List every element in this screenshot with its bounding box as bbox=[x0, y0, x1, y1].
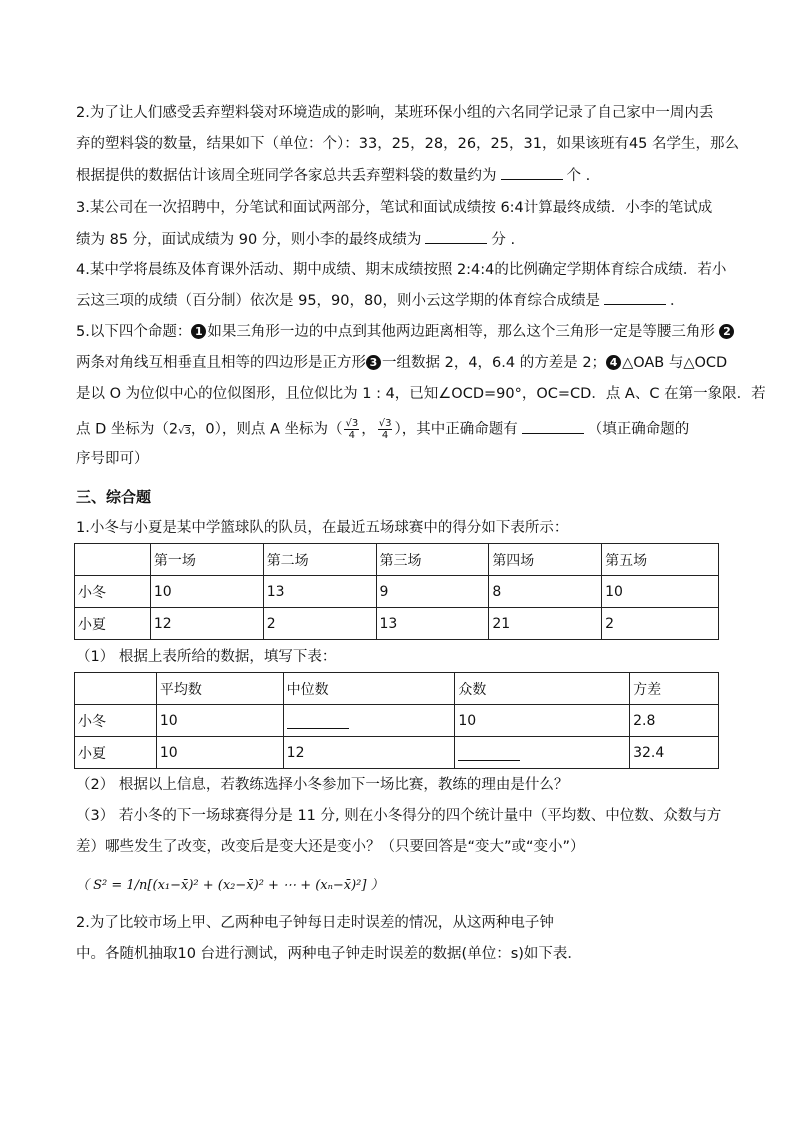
stats-table-header-cell: 方差 bbox=[630, 673, 719, 705]
score-table-cell: 小冬 bbox=[75, 576, 151, 608]
q3-line1: 3.某公司在一次招聘中，分笔试和面试两部分，笔试和面试成绩按 6:4计算最终成绩．小李的笔试成 bbox=[76, 200, 713, 216]
score-table bbox=[74, 543, 719, 640]
c1-sub3-line2: 差）哪些发生了改变，改变后是变大还是变小？（只要回答是“变大”或“变小”） bbox=[76, 839, 585, 855]
fraction-x bbox=[344, 418, 359, 441]
stats-table-cell: 小冬 bbox=[75, 705, 157, 737]
fraction-x-den: 4 bbox=[348, 430, 356, 441]
q5-proposition-1: 如果三角形一边的中点到其他两边距离相等，那么这个三角形一定是等腰三角形 bbox=[207, 324, 715, 340]
q5-line4-mid: ，0），则点 A 坐标为（ bbox=[190, 421, 343, 438]
q5-line4-text: 点 D 坐标为（2 bbox=[76, 421, 179, 438]
score-table-header-cell: 第五场 bbox=[602, 544, 719, 576]
stats-table-header-cell: 中位数 bbox=[283, 673, 455, 705]
circled-number-2: 2 bbox=[719, 324, 734, 339]
stats-table-cell: 10 bbox=[156, 737, 283, 769]
q2-line2: 弃的塑料袋的数量，结果如下（单位：个）：33，25，28，26，25，31，如果该班有45 名学生，那么 bbox=[76, 136, 740, 152]
c1-sub2: （2） 根据以上信息，若教练选择小冬参加下一场比赛，教练的理由是什么？ bbox=[76, 777, 569, 793]
stats-table-cell: 2.8 bbox=[630, 705, 719, 737]
q4-line2 bbox=[76, 290, 726, 311]
q2-line3-unit: 个 . bbox=[566, 168, 591, 184]
fraction-y-den: 4 bbox=[381, 430, 389, 441]
q3-answer-blank[interactable] bbox=[425, 229, 487, 244]
stats-table-cell-median bbox=[283, 705, 455, 737]
score-table-row bbox=[75, 576, 719, 608]
score-table-cell: 13 bbox=[263, 576, 376, 608]
q5-line5: 序号即可） bbox=[76, 451, 149, 467]
score-table-cell: 12 bbox=[150, 608, 263, 640]
score-table-header-cell: 第三场 bbox=[376, 544, 489, 576]
q5-line2 bbox=[76, 353, 726, 373]
q5-line4-comma: ， bbox=[361, 421, 376, 438]
fraction-x-num: √3 bbox=[345, 418, 359, 429]
q5-line4-tail: ），其中正确命题有 bbox=[394, 421, 518, 438]
score-table-cell: 2 bbox=[602, 608, 719, 640]
c2-line2: 中。各随机抽取10 台进行测试，两种电子钟走时误差的数据(单位：s)如下表． bbox=[76, 946, 582, 962]
score-table-cell: 8 bbox=[489, 576, 602, 608]
q2-answer-blank[interactable] bbox=[501, 165, 563, 180]
stats-table-header-cell: 平均数 bbox=[156, 673, 283, 705]
stats-table-cell: 32.4 bbox=[630, 737, 719, 769]
q3-line2-unit: 分 . bbox=[491, 232, 516, 248]
score-table-cell: 10 bbox=[602, 576, 719, 608]
circled-number-4: 4 bbox=[606, 355, 621, 370]
score-table-cell: 10 bbox=[150, 576, 263, 608]
q2-line3 bbox=[76, 165, 726, 186]
q4-line2-text: 云这三项的成绩（百分制）依次是 95，90，80，则小云这学期的体育综合成绩是 bbox=[76, 293, 600, 309]
stats-table-cell: 10 bbox=[156, 705, 283, 737]
stats-table-row bbox=[75, 705, 719, 737]
stats-table-cell: 小夏 bbox=[75, 737, 157, 769]
score-table-cell: 13 bbox=[376, 608, 489, 640]
c1-sub1: （1） 根据上表所给的数据，填写下表： bbox=[76, 649, 337, 665]
q4-answer-blank[interactable] bbox=[604, 290, 666, 305]
circled-number-3: 3 bbox=[366, 355, 381, 370]
stats-table bbox=[74, 672, 719, 769]
mode-answer-blank[interactable] bbox=[458, 746, 520, 761]
median-answer-blank[interactable] bbox=[287, 714, 349, 729]
stats-table-header-row bbox=[75, 673, 719, 705]
circled-number-1: 1 bbox=[191, 324, 206, 339]
sqrt-symbol: √3 bbox=[178, 425, 191, 437]
q5-proposition-2: 两条对角线互相垂直且相等的四边形是正方形 bbox=[76, 355, 366, 371]
q3-line2-text: 绩为 85 分，面试成绩为 90 分，则小李的最终成绩为 bbox=[76, 232, 422, 248]
stats-table-cell: 10 bbox=[455, 705, 630, 737]
q5-line1-text: 5.以下四个命题： bbox=[76, 324, 192, 340]
score-table-row bbox=[75, 608, 719, 640]
fraction-y-num: √3 bbox=[378, 418, 392, 429]
score-table-header-cell: 第一场 bbox=[150, 544, 263, 576]
variance-formula: （ S² = 1/n[(x₁−x̄)² + (x₂−x̄)² + ⋯ + (xₙ−x̄)²] ） bbox=[76, 878, 384, 893]
score-table-cell: 2 bbox=[263, 608, 376, 640]
section-heading: 三、综合题 bbox=[76, 488, 152, 506]
score-table-cell: 21 bbox=[489, 608, 602, 640]
q5-line4 bbox=[76, 418, 726, 442]
q5-answer-blank[interactable] bbox=[522, 419, 584, 434]
q3-line2 bbox=[76, 229, 726, 250]
stats-table-row bbox=[75, 737, 719, 769]
sqrt-radicand: 3 bbox=[184, 425, 191, 437]
q5-proposition-4-start: △OAB 与△OCD bbox=[622, 355, 728, 371]
score-table-header-cell: 第二场 bbox=[263, 544, 376, 576]
q5-line4-hint: （填正确命题的 bbox=[587, 421, 690, 438]
q4-line1: 4.某中学将晨练及体育课外活动、期中成绩、期末成绩按照 2:4:4的比例确定学期体育综合成绩．若小 bbox=[76, 262, 727, 278]
stats-table-cell-mode bbox=[455, 737, 630, 769]
q2-line3-text: 根据提供的数据估计该周全班同学各家总共丢弃塑料袋的数量约为 bbox=[76, 168, 497, 184]
q2-line1: 2.为了让人们感受丢弃塑料袋对环境造成的影响，某班环保小组的六名同学记录了自己家中一周内丢 bbox=[76, 105, 714, 121]
stats-table-header-cell bbox=[75, 673, 157, 705]
c1-sub3-line1: （3） 若小冬的下一场球赛得分是 11 分, 则在小冬得分的四个统计量中（平均数、中位数、众数与方 bbox=[76, 808, 722, 824]
q4-line2-end: ． bbox=[669, 293, 685, 309]
stats-table-cell: 12 bbox=[283, 737, 455, 769]
q5-line1 bbox=[76, 322, 731, 342]
score-table-header-cell: 第四场 bbox=[489, 544, 602, 576]
c2-line1: 2.为了比较市场上甲、乙两种电子钟每日走时误差的情况，从这两种电子钟 bbox=[76, 915, 554, 931]
q5-line3: 是以 O 为位似中心的位似图形，且位似比为 1 : 4，已知∠OCD=90°，OC=CD．点 A、C 在第一象限．若 bbox=[76, 386, 766, 402]
stats-table-header-cell: 众数 bbox=[455, 673, 630, 705]
q5-proposition-3: 一组数据 2，4，6.4 的方差是 2； bbox=[382, 355, 607, 371]
score-table-cell: 9 bbox=[376, 576, 489, 608]
score-table-header-row bbox=[75, 544, 719, 576]
fraction-y bbox=[378, 418, 393, 441]
c1-intro: 1.小冬与小夏是某中学篮球队的队员，在最近五场球赛中的得分如下表所示： bbox=[76, 520, 569, 536]
score-table-cell: 小夏 bbox=[75, 608, 151, 640]
score-table-header-cell bbox=[75, 544, 151, 576]
